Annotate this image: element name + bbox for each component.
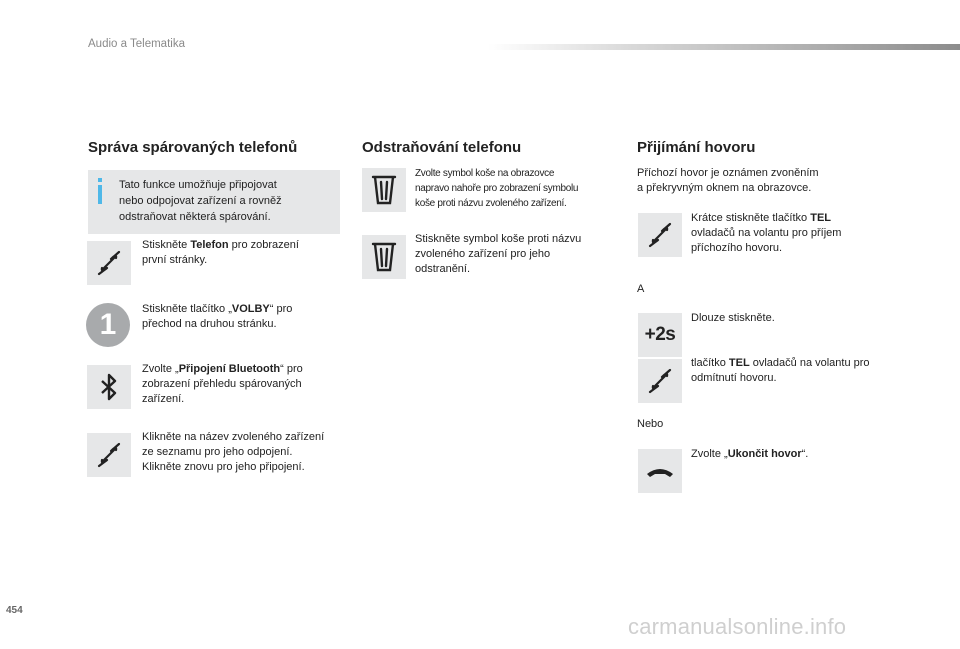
two-seconds-icon: +2s — [638, 313, 682, 357]
heading-manage-paired-phones: Správa spárovaných telefonů — [88, 139, 298, 156]
phone-handset-icon — [638, 359, 682, 403]
section-title: Audio a Telematika — [88, 38, 185, 50]
label-a: A — [637, 283, 645, 295]
step-text-trash-screen: Zvolte symbol koše na obrazovce napravo nahoře pro zobrazení symbolu koše proti názvu zvoleného zařízení. — [415, 168, 579, 209]
heading-receive-call: Přijímání hovoru — [637, 139, 756, 156]
step-text-volby: Stiskněte tlačítko „VOLBY“ pro přechod na druhou stránku. — [142, 303, 293, 330]
header-gradient-bar — [488, 44, 960, 50]
watermark: carmanualsonline.info — [628, 614, 847, 639]
step-text-trash-delete: Stiskněte symbol koše proti názvu zvoleného zařízení pro jeho odstranění. — [415, 233, 582, 275]
phone-handset-icon — [87, 433, 131, 477]
step-text-bluetooth: Zvolte „Připojení Bluetooth“ pro zobrazení přehledu spárovaných zařízení. — [142, 363, 303, 405]
intro-text: Příchozí hovor je oznámen zvoněním a překryvným oknem na obrazovce. — [637, 167, 819, 194]
info-text: Tato funkce umožňuje připojovat nebo odpojovat zařízení a rovněž odstraňovat některá spárování. — [119, 179, 282, 223]
step-text-telefon: Stiskněte Telefon pro zobrazení první stránky. — [142, 239, 299, 266]
page-number: 454 — [6, 605, 23, 616]
phone-handset-icon — [638, 213, 682, 257]
step-text-reject: tlačítko TEL ovladačů na volantu pro odmítnutí hovoru. — [691, 357, 870, 384]
step-1-badge: 1 — [86, 303, 130, 347]
info-icon — [95, 178, 105, 204]
step-text-device: Klikněte na název zvoleného zařízení ze seznamu pro jeho odpojení. Klikněte znovu pro jeho připojení. — [142, 431, 325, 473]
info-box — [88, 170, 340, 234]
trash-icon — [362, 168, 406, 212]
step-text-accept: Krátce stiskněte tlačítko TEL ovladačů na volantu pro příjem příchozího hovoru. — [691, 212, 842, 254]
bluetooth-icon — [87, 365, 131, 409]
step-text-long-press: Dlouze stiskněte. — [691, 312, 775, 324]
label-or: Nebo — [637, 418, 664, 430]
hang-up-icon — [638, 449, 682, 493]
phone-handset-icon — [87, 241, 131, 285]
step-text-end-call: Zvolte „Ukončit hovor“. — [691, 448, 809, 460]
heading-delete-phone: Odstraňování telefonu — [362, 139, 522, 156]
trash-icon — [362, 235, 406, 279]
